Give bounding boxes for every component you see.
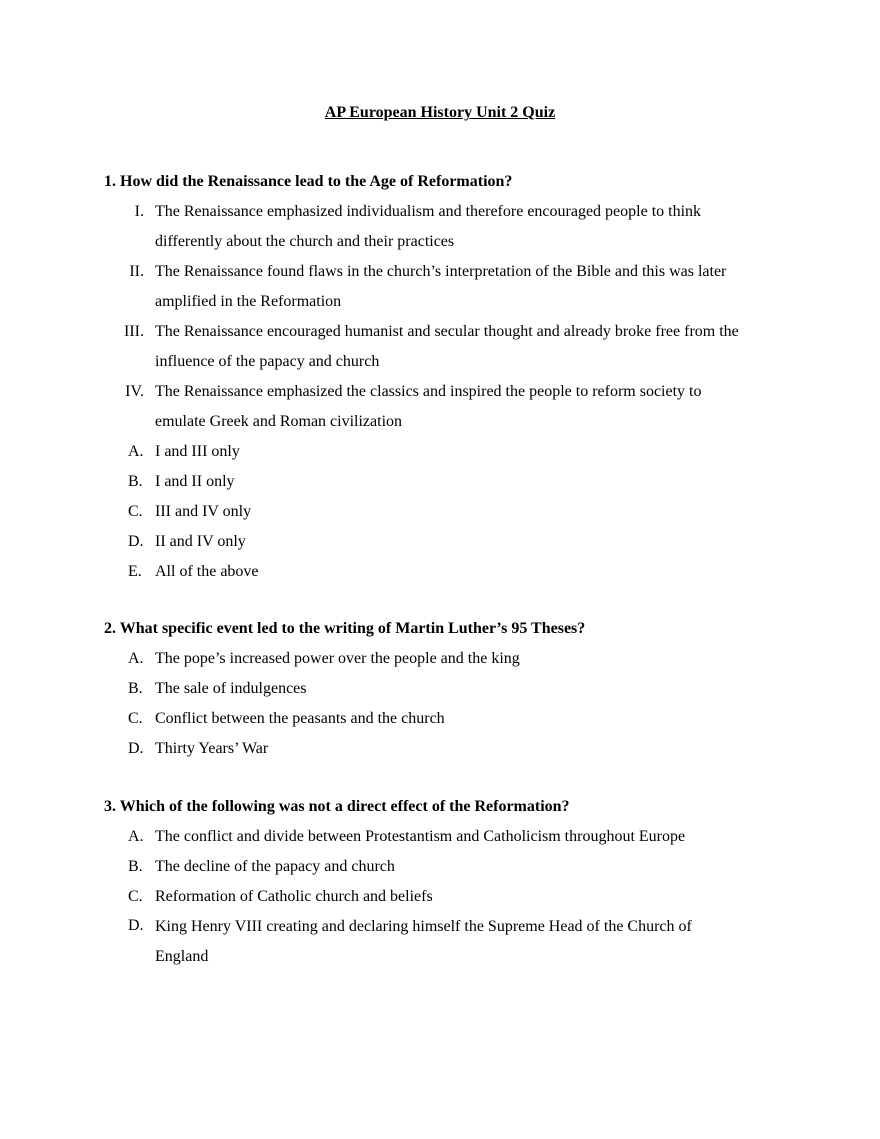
option-text: England	[155, 948, 209, 965]
option-text: Conflict between the peasants and the church	[155, 710, 445, 727]
option-text: Thirty Years’ War	[155, 740, 269, 757]
statement-text: influence of the papacy and church	[155, 353, 380, 370]
statement-item	[104, 322, 794, 382]
answer-option[interactable]	[104, 857, 794, 887]
option-text: The pope’s increased power over the people and the king	[155, 650, 520, 667]
option-text: III and IV only	[155, 503, 252, 520]
question-heading: 2. What specific event led to the writing of Martin Luther’s 95 Theses?	[104, 620, 586, 637]
option-text: I and III only	[155, 443, 240, 460]
question-heading: 1. How did the Renaissance lead to the Age of Reformation?	[104, 173, 513, 190]
option-letter: D.	[128, 917, 144, 934]
answer-option[interactable]	[104, 827, 794, 857]
statement-number: III.	[124, 323, 144, 340]
answer-option[interactable]	[104, 649, 794, 679]
question-2	[104, 619, 794, 769]
option-letter: B.	[128, 858, 143, 875]
statement-text: The Renaissance encouraged humanist and secular thought and already broke free from the	[155, 323, 739, 340]
option-text: The conflict and divide between Protestantism and Catholicism throughout Europe	[155, 828, 686, 845]
statement-number: IV.	[125, 383, 144, 400]
statement-item	[104, 202, 794, 262]
option-text: Reformation of Catholic church and beliefs	[155, 888, 433, 905]
answer-option[interactable]	[104, 442, 794, 472]
option-text: The sale of indulgences	[155, 680, 307, 697]
answer-option[interactable]	[104, 887, 794, 917]
option-letter: C.	[128, 503, 143, 520]
statement-number: I.	[134, 203, 144, 220]
statement-text: emulate Greek and Roman civilization	[155, 413, 403, 430]
statement-item	[104, 382, 794, 442]
statement-text: The Renaissance emphasized individualism and therefore encouraged people to think	[155, 203, 702, 220]
answer-option[interactable]	[104, 917, 794, 977]
statement-text: The Renaissance emphasized the classics and inspired the people to reform society to	[155, 383, 702, 400]
option-letter: C.	[128, 710, 143, 727]
answer-option[interactable]	[104, 739, 794, 769]
question-1	[104, 172, 794, 592]
statement-text: The Renaissance found flaws in the church’s interpretation of the Bible and this was later	[155, 263, 727, 280]
option-letter: E.	[128, 563, 142, 580]
statement-number: II.	[129, 263, 144, 280]
option-text: All of the above	[155, 563, 259, 580]
statement-text: differently about the church and their practices	[155, 233, 455, 250]
answer-option[interactable]	[104, 562, 794, 592]
page-title: AP European History Unit 2 Quiz	[324, 104, 556, 121]
statement-text: amplified in the Reformation	[155, 293, 342, 310]
option-text: King Henry VIII creating and declaring himself the Supreme Head of the Church of	[155, 918, 692, 935]
answer-option[interactable]	[104, 472, 794, 502]
statement-item	[104, 262, 794, 322]
option-letter: C.	[128, 888, 143, 905]
question-3	[104, 797, 794, 977]
option-text: II and IV only	[155, 533, 246, 550]
answer-option[interactable]	[104, 679, 794, 709]
answer-option[interactable]	[104, 709, 794, 739]
answer-option[interactable]	[104, 502, 794, 532]
answer-option[interactable]	[104, 532, 794, 562]
option-letter: D.	[128, 740, 144, 757]
question-heading: 3. Which of the following was not a direct effect of the Reformation?	[104, 798, 570, 815]
option-text: I and II only	[155, 473, 235, 490]
option-letter: A.	[128, 828, 144, 845]
option-letter: B.	[128, 680, 143, 697]
option-letter: D.	[128, 533, 144, 550]
option-letter: A.	[128, 443, 144, 460]
option-letter: B.	[128, 473, 143, 490]
option-letter: A.	[128, 650, 144, 667]
option-text: The decline of the papacy and church	[155, 858, 395, 875]
